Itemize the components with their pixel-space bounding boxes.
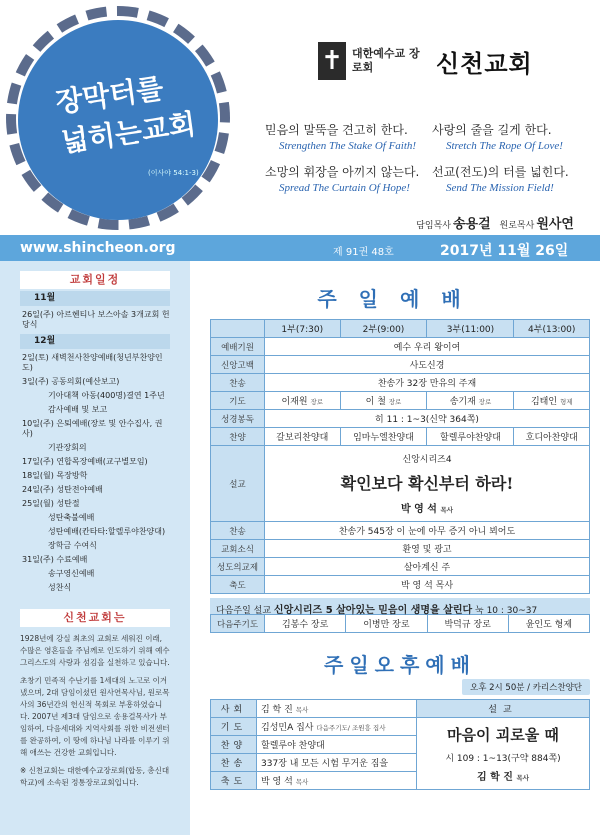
order-value: 할렐루야 찬양대 [257,736,417,754]
schedule-item: 18일(월) 목장방학 [22,471,88,480]
order-label: 성경봉독 [211,410,265,428]
person-name: 김태인 [530,397,558,407]
sermon-title: 확인보다 확신부터 하라! [340,474,514,493]
schedule-item: 17일(주) 연합목장예배(교구별모임) [22,457,148,466]
afternoon-service-title: 주일오후예배 [324,653,476,677]
schedule-item: 26일(주) 아르헨티나 보스아솔 3개교회 헌당식 [22,310,170,329]
motto-en: Stretch The Rope Of Love! [446,140,563,152]
order-value: 찬송가 545장 이 눈에 아무 증거 아니 뵈어도 [265,522,590,540]
motto-en: Send The Mission Field! [446,182,554,194]
person-title: 장로 [310,398,324,406]
next-prayer-leader: 김봉수 장로 [265,615,346,633]
order-label: 설교 [211,446,265,522]
order-value: 예수 우리 왕이여 [265,338,590,356]
bulletin-header [0,0,600,235]
senior-pastor-label: 담임목사 [416,221,451,231]
slogan-reference: (이사야 54:1-3) [148,169,199,177]
order-label: 축도 [211,576,265,594]
table-row [211,576,590,594]
table-row [211,522,590,540]
person-name: 김성민A 집사 [261,723,314,733]
preacher-title: 목사 [440,506,453,514]
table-row [211,410,590,428]
table-row [211,428,590,446]
order-value: 박 영 석 목사 [265,576,590,594]
order-value [257,718,417,736]
schedule-item: 성탄예배(칸타타:할렐루야찬양대) [48,527,166,536]
sermon-block [265,446,590,522]
order-label: 다음주기도 [211,615,265,633]
main-content [210,261,590,790]
schedule-item: 성찬식 [48,583,72,592]
schedule-item: 기관장회의 [48,443,87,452]
order-label: 사회 [211,700,257,718]
order-label: 성도의교제 [211,558,265,576]
schedule-title: 교회일정 [20,271,170,289]
prayer-leader [265,392,341,410]
morning-order-table [210,319,590,594]
person-name: 김 학 진 [261,705,293,715]
schedule-item: 25일(월) 성탄절 [22,499,80,508]
order-label: 찬양 [211,428,265,446]
schedule-item: 10일(주) 은퇴예배(장로 및 안수집사, 권사) [22,419,163,438]
order-label: 찬송 [211,754,257,772]
preacher-name: 박 영 석 [401,504,437,515]
sidebar [0,261,190,835]
next-week-sermon [210,598,590,614]
sermon-preacher [267,500,587,515]
next-sermon-reference: 눅 10 : 30~37 [475,606,538,616]
about-title: 신천교회는 [20,609,170,627]
order-label: 신앙고백 [211,356,265,374]
church-website-link[interactable]: www.shincheon.org [20,240,176,256]
morning-service-title: 주일예배 [317,287,483,311]
person-title: 형제 [559,398,573,406]
denomination: 대한예수교 장로회 [352,47,420,74]
next-week-prayer-table [210,614,590,633]
person-name: 박 영 석 [261,777,293,787]
order-value: 환영 및 광고 [265,540,590,558]
person-title: 목사 [295,778,309,786]
person-title: 장로 [478,398,492,406]
schedule-item: 송구영신예배 [48,569,95,578]
motto-ko: 선교(전도)의 터를 넓힌다. [432,165,569,179]
order-label: 찬양 [211,736,257,754]
next-prayer-note: 다음주기도/ 조원흥 집사 [316,724,386,732]
schedule-item: 장학금 수여식 [48,541,97,550]
table-row [211,446,590,522]
schedule-item: 2일(토) 새벽천사찬양예배(청년부찬양인도) [22,353,163,372]
order-label: 축도 [211,772,257,790]
choir: 호디아찬양대 [514,428,590,446]
cross-icon: ✝ [318,42,346,80]
prayer-leader [427,392,514,410]
next-prayer-leader: 박덕규 장로 [427,615,508,633]
scripture-reading: 히 11 : 1~3(신약 364쪽) [265,410,590,428]
table-row [211,338,590,356]
about-text [20,633,170,789]
order-label: 찬송 [211,374,265,392]
preacher-name: 김 학 진 [477,772,513,783]
person-title: 장로 [388,398,402,406]
choir: 할렐루야찬양대 [427,428,514,446]
bulletin-date: 2017년 11월 26일 [440,243,569,259]
about-paragraph: 초창기 민족적 수난기를 1세대의 노고로 이겨냈으며, 2대 담임이셨던 원사연목사님, 원로목사의 36년간의 헌신적 목회로 부흥하였습니다. 2007년 제3대 담임으로 송용걸목사가 부임하여, 다음세대와 지역사회를 위한 비전센터를 완공하여, 이 땅에 하나님 나라를 이루기 위해 애쓰는 건강한 교회입니다. [20,676,170,757]
schedule-item: 기아대책 아동(400명)결연 1주년 [48,391,165,400]
sermon-series: 신앙시리즈4 [402,455,452,465]
schedule-item: 감사예배 및 보고 [48,405,108,414]
order-value: 살아계신 주 [265,558,590,576]
service-time: 2부(9:00) [340,320,427,338]
table-row [211,700,590,718]
person-name: 송기재 [449,397,476,407]
motto-4 [432,164,569,196]
afternoon-sermon-title: 마음이 괴로울 때 [447,726,559,744]
about-paragraph: 1928년에 강실 최초의 교회로 세워진 이래, 수많은 영혼들을 주님께로 인도하기 위해 예수 그리스도의 사랑과 섬김을 실천하고 있습니다. [20,634,170,667]
sermon-header: 설교 [417,700,590,718]
motto-2 [432,122,563,154]
order-label: 찬송 [211,522,265,540]
motto-ko: 사랑의 줄을 길게 한다. [432,123,552,137]
emeritus-pastor-label: 원로목사 [499,221,535,231]
senior-pastor-name: 송용걸 [452,217,491,232]
afternoon-service-time: 오후 2시 50분 / 카리스찬양단 [462,679,590,695]
about-paragraph: ※ 신천교회는 대한예수교장로회(합동, 총신대학교)에 소속된 정통장로교회입니다. [20,766,170,787]
table-row [211,615,590,633]
table-row [211,320,590,338]
schedule-item: 24일(주) 성탄전야예배 [22,485,103,494]
schedule-item: 성탄축불예배 [48,513,95,522]
church-name: 신천교회 [436,49,533,78]
slogan-line-2: 넓히는교회 [59,107,198,159]
month-label: 12월 [20,334,170,349]
next-sermon-title: 신앙시리즈 5 살아있는 믿음이 생명을 살린다 [273,605,473,616]
service-time: 4부(13:00) [514,320,590,338]
table-row [211,374,590,392]
next-sermon-label: 다음주일 설교 [216,606,272,616]
motto-1 [265,122,416,154]
table-row [211,540,590,558]
service-time: 3부(11:00) [427,320,514,338]
prayer-leader [340,392,427,410]
motto-en: Spread The Curtain Of Hope! [279,182,410,194]
order-label: 기도 [211,718,257,736]
afternoon-sermon-reference: 시 109 : 1~13(구약 884쪽) [445,754,561,764]
order-label: 예배기원 [211,338,265,356]
next-prayer-leader: 윤인도 형제 [508,615,589,633]
motto-ko: 믿음의 말뚝을 견고히 한다. [265,123,408,137]
afternoon-sermon-preacher [421,768,585,783]
order-value: 337장 내 모든 시험 무거운 짐을 [257,754,417,772]
prayer-leader [514,392,590,410]
order-label: 교회소식 [211,540,265,558]
pastors [416,213,580,232]
order-label: 기도 [211,392,265,410]
volume-number: 제 91권 48호 [333,247,394,258]
person-name: 이 철 [365,397,386,407]
table-row [211,392,590,410]
order-value: 찬송가 32장 만유의 주재 [265,374,590,392]
table-row [211,718,590,736]
next-prayer-leader: 이병만 장로 [346,615,427,633]
afternoon-sermon-block [417,718,590,790]
order-value [257,772,417,790]
table-row [211,558,590,576]
table-row [211,356,590,374]
church-logo [318,42,533,80]
service-time: 1부(7:30) [265,320,341,338]
afternoon-order-table [210,699,590,790]
motto-3 [265,164,419,196]
choir: 갈보리찬양대 [265,428,341,446]
month-label: 11월 [20,291,170,306]
emeritus-pastor-name: 원사연 [536,217,574,232]
motto-en: Strengthen The Stake Of Faith! [279,140,417,152]
slogan-line-1: 장막터를 [53,71,166,120]
motto-ko: 소망의 휘장을 아끼지 않는다. [265,165,420,179]
order-value: 사도신경 [265,356,590,374]
schedule-item: 3일(주) 공동의회(예산보고) [22,377,120,386]
schedule-item: 31일(주) 수료예배 [22,555,88,564]
preacher-title: 목사 [516,774,529,782]
person-name: 이재원 [281,397,308,407]
person-title: 목사 [295,706,309,714]
choir: 임마누엘찬양대 [340,428,427,446]
order-value [257,700,417,718]
